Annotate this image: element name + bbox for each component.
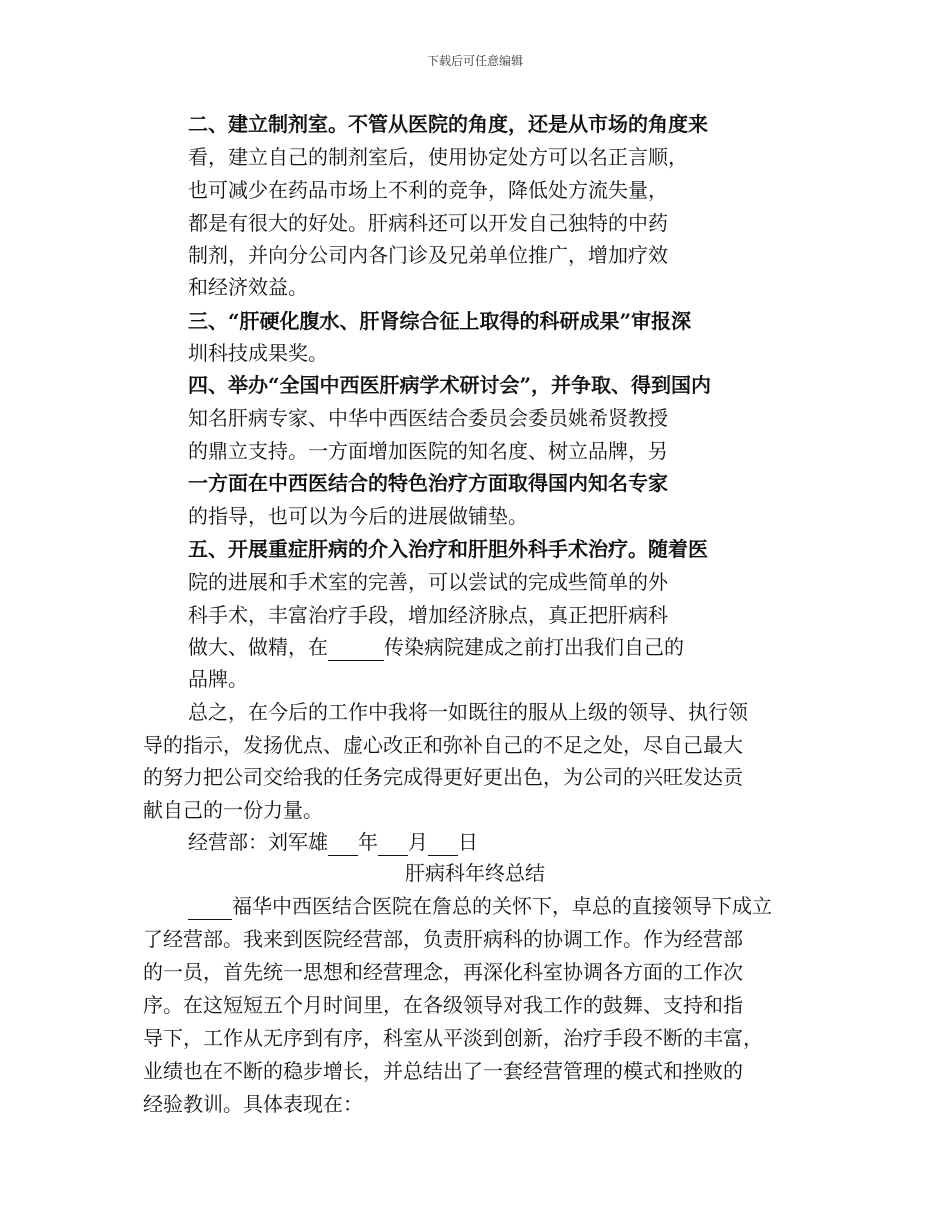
body-line-4: 序。在这短短五个月时间里，在各级领导对我工作的鼓舞、支持和指 — [143, 993, 743, 1017]
section5-line-4 — [188, 633, 684, 661]
name-blank — [188, 899, 232, 920]
section4-line-2: 知名肝病专家、中华中西医结合委员会委员姚希贤教授 — [188, 406, 668, 430]
section2-line-6: 和经济效益。 — [188, 275, 308, 299]
section2-line-5: 制剂，并向分公司内各门诊及兄弟单位推广，增加疗效 — [188, 243, 668, 267]
signature-day: 日 — [458, 830, 478, 854]
day-blank — [428, 835, 458, 856]
signature-prefix: 经营部：刘军雄 — [188, 830, 328, 854]
body-line-2: 了经营部。我来到医院经营部，负责肝病科的协调工作。作为经营部 — [143, 927, 743, 951]
doc-title: 肝病科年终总结 — [405, 861, 545, 885]
blank-underline — [328, 640, 384, 661]
body-line-1 — [188, 892, 772, 920]
page-header: 下载后可任意编辑 — [426, 54, 523, 68]
section4-line-4: 一方面在中西医结合的特色治疗方面取得国内知名专家 — [188, 471, 668, 495]
signature-line — [188, 828, 478, 856]
section5-line-1: 五、开展重症肝病的介入治疗和肝胆外科手术治疗。随着医 — [188, 537, 708, 561]
section4-line-3: 的鼎立支持。一方面增加医院的知名度、树立品牌，另 — [188, 439, 668, 463]
section3-line-2: 圳科技成果奖。 — [188, 341, 328, 365]
section2-line-2: 看，建立自己的制剂室后，使用协定处方可以名正言顺， — [188, 145, 688, 169]
section3-line-1: 三、“肝硬化腹水、肝肾综合征上取得的科研成果”审报深 — [188, 309, 692, 333]
body-line-5: 导下，工作从无序到有序，科室从平淡到创新，治疗手段不断的丰富， — [143, 1026, 763, 1050]
section5-line-4-part-a: 做大、做精，在 — [188, 635, 328, 659]
section4-line-5: 的指导，也可以为今后的进展做铺垫。 — [188, 504, 528, 528]
summary-line-1: 总之，在今后的工作中我将一如既往的服从上级的领导、执行领 — [188, 700, 748, 724]
body-line-6: 业绩也在不断的稳步增长，并总结出了一套经营管理的模式和挫败的 — [143, 1059, 743, 1083]
body-line-3: 的一员，首先统一思想和经营理念，再深化科室协调各方面的工作次 — [143, 960, 743, 984]
body-line-1-text: 福华中西医结合医院在詹总的关怀下，卓总的直接领导下成立 — [232, 894, 772, 918]
summary-line-2: 导的指示，发扬优点、虚心改正和弥补自己的不足之处，尽自己最大 — [143, 733, 743, 757]
summary-line-3: 的努力把公司交给我的任务完成得更好更出色，为公司的兴旺发达贡 — [143, 765, 743, 789]
section4-line-1: 四、举办“全国中西医肝病学术研讨会”，并争取、得到国内 — [188, 373, 712, 397]
signature-year: 年 — [358, 830, 378, 854]
summary-line-4: 献自己的一份力量。 — [143, 798, 323, 822]
signature-month: 月 — [408, 830, 428, 854]
section2-line-3: 也可减少在药品市场上不利的竞争，降低处方流失量， — [188, 178, 668, 202]
section2-line-1: 二、建立制剂室。不管从医院的角度，还是从市场的角度来 — [188, 112, 708, 136]
section5-line-5: 品牌。 — [188, 667, 248, 691]
month-blank — [378, 835, 408, 856]
section5-line-4-part-b: 传染病院建成之前打出我们自己的 — [384, 635, 684, 659]
year-blank — [328, 835, 358, 856]
section2-line-4: 都是有很大的好处。肝病科还可以开发自己独特的中药 — [188, 211, 668, 235]
section5-line-3: 科手术，丰富治疗手段，增加经济脉点，真正把肝病科 — [188, 603, 668, 627]
body-line-7: 经验教训。具体表现在： — [143, 1092, 363, 1116]
section5-line-2: 院的进展和手术室的完善，可以尝试的完成些简单的外 — [188, 570, 668, 594]
